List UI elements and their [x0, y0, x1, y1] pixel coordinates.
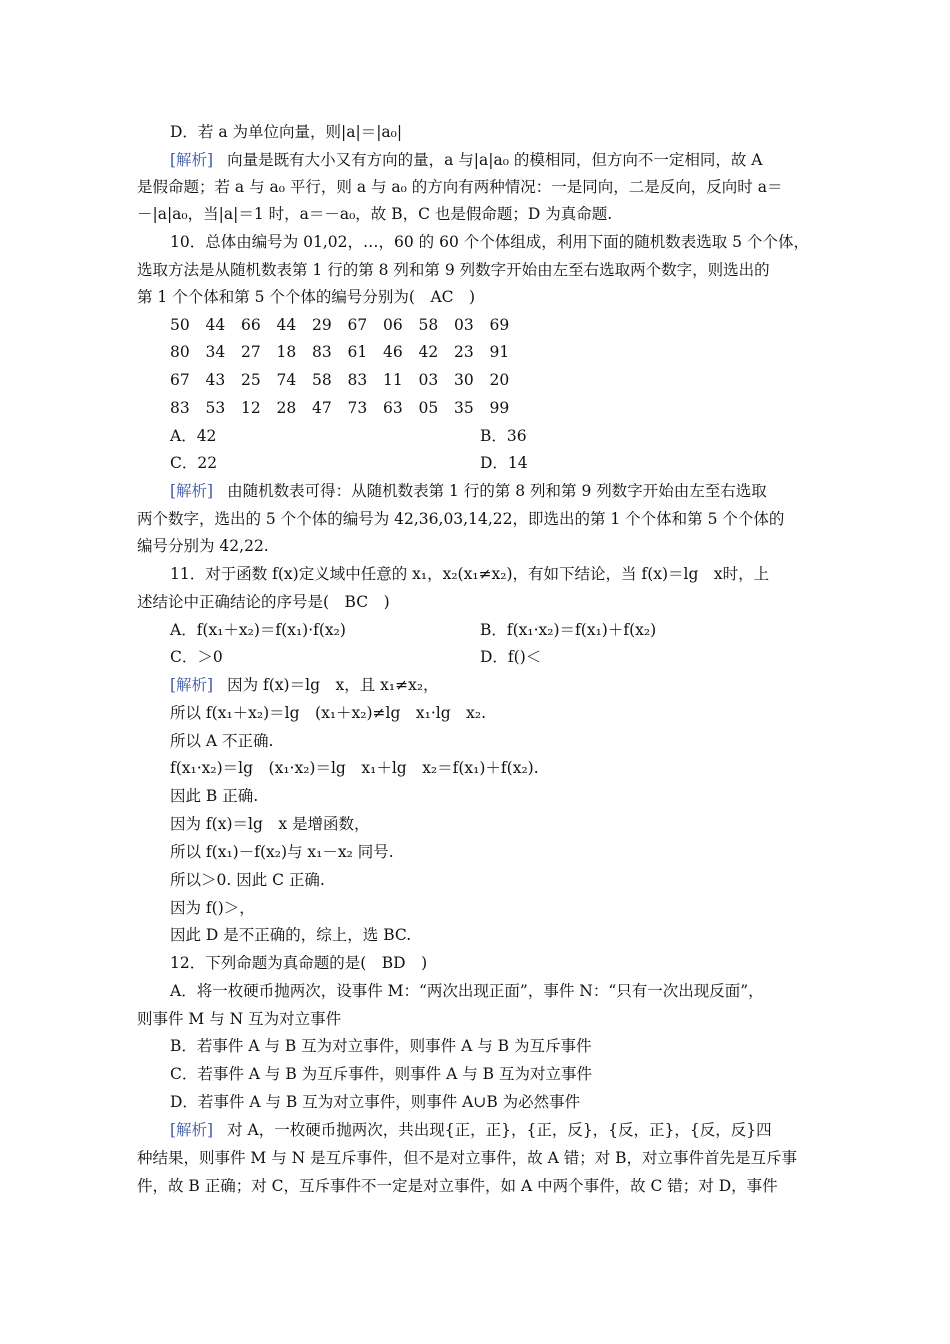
q9-option-d: D．若 a 为单位向量，则|a|＝|a₀| — [170, 123, 403, 141]
q12-stem: 12．下列命题为真命题的是( BD ) — [170, 954, 428, 972]
q10-stem-3: 第 1 个个体和第 5 个个体的编号分别为( AC ) — [137, 288, 476, 306]
q11-option-b: B．f(x₁·x₂)＝f(x₁)＋f(x₂) — [480, 621, 657, 639]
q11-option-c: C．＞0 — [170, 648, 223, 666]
analysis-tag: [解析] — [170, 1121, 214, 1139]
q11-analysis-line: 所以 f(x₁)－f(x₂)与 x₁－x₂ 同号. — [170, 843, 394, 861]
q10-analysis-line-1: [解析] 由随机数表可得：从随机数表第 1 行的第 8 列和第 9 列数字开始由左至右选取 — [170, 482, 767, 500]
q10-option-c: C．22 — [170, 454, 218, 472]
q12-option-line: D．若事件 A 与 B 互为对立事件，则事件 A∪B 为必然事件 — [170, 1093, 581, 1111]
q11-analysis-line: f(x₁·x₂)＝lg (x₁·x₂)＝lg x₁＋lg x₂＝f(x₁)＋f(x₂). — [170, 759, 539, 777]
q9-analysis-line-1: [解析] 向量是既有大小又有方向的量，a 与|a|a₀ 的模相同，但方向不一定相同，故 A — [170, 151, 763, 169]
q10-stem-2: 选取方法是从随机数表第 1 行的第 8 列和第 9 列数字开始由左至右选取两个数字，则选出的 — [137, 261, 770, 279]
q11-analysis-line: 所以＞0. 因此 C 正确. — [170, 871, 325, 889]
q9-analysis-line-3: －|a|a₀，当|a|＝1 时，a＝－a₀，故 B，C 也是假命题；D 为真命题. — [137, 205, 613, 223]
q11-analysis-line: 因此 B 正确. — [170, 787, 259, 805]
q11-analysis-line-1: [解析] 因为 f(x)＝lg x，且 x₁≠x₂， — [170, 676, 439, 694]
q9-analysis-line-2: 是假命题；若 a 与 a₀ 平行，则 a 与 a₀ 的方向有两种情况：一是同向，二是反向，反向时 a＝ — [137, 178, 783, 196]
q11-analysis-line: 因为 f()＞， — [170, 899, 255, 917]
q12-option-line: A．将一枚硬币抛两次，设事件 M：“两次出现正面”，事件 N：“只有一次出现反面”， — [170, 982, 764, 1000]
q11-stem-1: 11．对于函数 f(x)定义域中任意的 x₁，x₂(x₁≠x₂)，有如下结论，当 f(x)＝lg x时，上 — [170, 565, 770, 583]
q12-analysis-line-2: 种结果，则事件 M 与 N 是互斥事件，但不是对立事件，故 A 错；对 B，对立事件首先是互斥事 — [137, 1149, 798, 1167]
q11-option-d: D．f()＜ — [480, 648, 542, 666]
q10-option-d: D．14 — [480, 454, 528, 472]
q12-option-line: 则事件 M 与 N 互为对立事件 — [137, 1010, 342, 1028]
q12-option-line: C．若事件 A 与 B 为互斥事件，则事件 A 与 B 互为对立事件 — [170, 1065, 592, 1083]
table-row: 50 44 66 44 29 67 06 58 03 69 — [170, 316, 510, 334]
table-row: 80 34 27 18 83 61 46 42 23 91 — [170, 343, 510, 361]
table-row: 83 53 12 28 47 73 63 05 35 99 — [170, 399, 510, 417]
q12-option-line: B．若事件 A 与 B 互为对立事件，则事件 A 与 B 为互斥事件 — [170, 1037, 592, 1055]
q11-stem-2: 述结论中正确结论的序号是( BC ) — [137, 593, 390, 611]
analysis-tag: [解析] — [170, 676, 214, 694]
q10-analysis-line-3: 编号分别为 42,22. — [137, 537, 269, 555]
table-row: 67 43 25 74 58 83 11 03 30 20 — [170, 371, 510, 389]
q11-analysis-line: 因为 f(x)＝lg x 是增函数， — [170, 815, 370, 833]
q11-analysis-line: 所以 A 不正确. — [170, 732, 274, 750]
analysis-tag: [解析] — [170, 151, 214, 169]
q10-option-a: A．42 — [170, 427, 217, 445]
q12-analysis-line-3: 件，故 B 正确；对 C，互斥事件不一定是对立事件，如 A 中两个事件，故 C 错；对 D，事件 — [137, 1177, 778, 1195]
q11-analysis-line: 所以 f(x₁＋x₂)＝lg (x₁＋x₂)≠lg x₁·lg x₂. — [170, 704, 487, 722]
q11-option-a: A．f(x₁＋x₂)＝f(x₁)·f(x₂) — [170, 621, 346, 639]
q10-analysis-line-2: 两个数字，选出的 5 个个体的编号为 42,36,03,14,22，即选出的第 1 个个体和第 5 个个体的 — [137, 510, 785, 528]
q11-analysis-line: 因此 D 是不正确的，综上，选 BC. — [170, 926, 412, 944]
q12-analysis-line-1: [解析] 对 A，一枚硬币抛两次，共出现{正，正}，{正，反}，{反，正}，{反，反}四 — [170, 1121, 772, 1139]
q10-stem-1: 10．总体由编号为 01,02，…，60 的 60 个个体组成，利用下面的随机数表选取 5 个个体， — [170, 233, 809, 251]
analysis-tag: [解析] — [170, 482, 214, 500]
q10-option-b: B．36 — [480, 427, 527, 445]
